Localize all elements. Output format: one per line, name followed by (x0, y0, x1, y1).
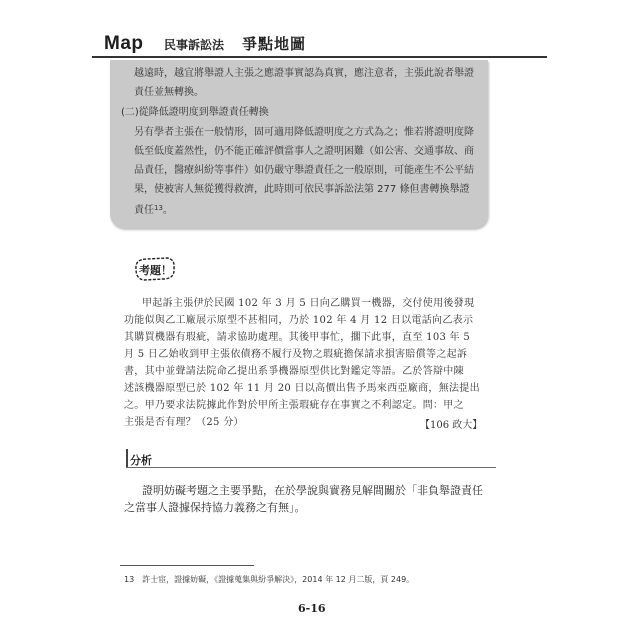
summary-line: 責任並無轉換。 (134, 87, 204, 98)
summary-box (110, 60, 488, 228)
summary-line: 越遠時，越宜將舉證人主張之應證事實認為真實，應注意者，主張此說者舉證 (134, 68, 474, 79)
summary-line-last (134, 202, 173, 217)
summary-line-text: 責任 (134, 205, 154, 216)
footnote-rule (120, 565, 254, 566)
page-number: 6-16 (298, 602, 326, 615)
book-title: 民事訴訟法 (164, 38, 225, 52)
question-line: 述該機器原型已於 102 年 11 月 20 日以高價出售予馬來西亞廠商，無法提出 (124, 383, 480, 394)
question-line: 月 5 日乙始收到甲主張依債務不履行及物之瑕疵擔保請求損害賠償等之起訴 (124, 349, 468, 360)
header-rule (92, 56, 547, 58)
exam-source: 【106 政大】 (420, 420, 483, 431)
summary-line-end: 。 (162, 205, 173, 216)
analysis-line: 證明妨礙考題之主要爭點，在於學說與實務見解間關於「非負舉證責任 (142, 484, 483, 497)
question-line: 之。甲乃要求法院據此作對於甲所主張瑕疵存在事實之不利認定。問：甲之 (124, 400, 464, 411)
summary-line: 果，使被害人無從獲得救濟，此時則可依民事訴訟法第 277 條但書轉換舉證 (134, 184, 470, 195)
exam-tag-label: 考題！ (139, 264, 172, 277)
footnote-ref: 13 (154, 204, 163, 212)
analysis-heading: 分析 (130, 454, 152, 467)
brand-logo: Map (104, 33, 144, 54)
page-header (92, 33, 547, 55)
summary-line: 另有學者主張在一般情形，固可適用降低證明度之方式為之；惟若將證明度降 (134, 127, 474, 138)
summary-line: 品責任，醫療糾紛等事件）如仍嚴守舉證責任之一般原則，可能產生不公平結 (134, 165, 474, 176)
question-line: 其購買機器有瑕疵，請求協助處理。其後甲事忙，擱下此事，直至 103 年 5 (124, 332, 471, 343)
analysis-marker (126, 449, 128, 467)
analysis-rule (126, 467, 496, 468)
question-line: 甲起訴主張伊於民國 102 年 3 月 5 日向乙購買一機器，交付使用後發現 (142, 298, 475, 309)
question-line: 書，其中並聲請法院命乙提出系爭機器原型供比對鑑定等語。乙於答辯中陳 (124, 366, 464, 377)
exam-tag (133, 256, 177, 282)
footnote: 13 許士宦，證據妨礙，《證據蒐集與紛爭解決》，2014 年 12 月二版，頁 249。 (124, 575, 415, 584)
question-line: 功能似與乙工廠展示原型不甚相同，乃於 102 年 4 月 12 日以電話向乙表示 (124, 315, 474, 326)
topic-title: 爭點地圖 (242, 35, 307, 53)
question-line: 主張是否有理？（25 分） (124, 417, 244, 428)
summary-subheading: (二)從降低證明度到舉證責任轉換 (121, 107, 269, 118)
analysis-line: 之當事人證據保持協力義務之有無」。 (124, 501, 306, 514)
summary-line: 低至低度蓋然性，仍不能正確評價當事人之證明困難（如公害、交通事故、商 (134, 146, 474, 157)
